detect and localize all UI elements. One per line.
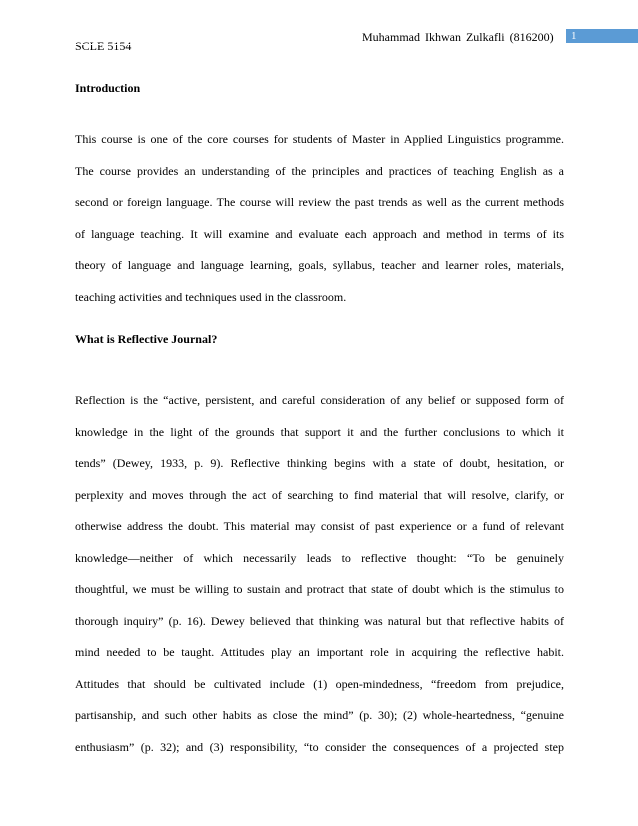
reflective-journal-paragraph — [75, 385, 564, 763]
paragraph-line: The course provides an understanding of the principles and practices of teaching English as a — [75, 163, 564, 178]
paragraph-line: second or foreign language. The course will review the past trends as well as the current methods — [75, 195, 564, 209]
page-number: 1 — [566, 29, 638, 43]
paragraph-line: knowledge in the light of the grounds that support it and the further conclusions to which it — [75, 424, 564, 439]
paragraph-line: Attitudes that should be cultivated include (1) open-mindedness, “freedom from prejudice, — [75, 676, 564, 691]
paragraph-line: otherwise address the doubt. This material may consist of past experience or a fund of relevant — [75, 519, 564, 533]
reflective-journal-heading: What is Reflective Journal? — [75, 332, 218, 346]
paragraph-line: partisanship, and such other habits as close the mind” (p. 30); (2) whole-heartedness, “genuine — [75, 708, 564, 722]
paragraph-line: perplexity and moves through the act of searching to find material that will resolve, clarify, or — [75, 487, 564, 502]
paragraph-line: teaching activities and techniques used in the classroom. — [75, 289, 347, 304]
introduction-paragraph — [75, 124, 564, 313]
paragraph-line: enthusiasm” (p. 32); and (3) responsibility, “to consider the consequences of a projected step — [75, 739, 564, 754]
paragraph-line: of language teaching. It will examine and evaluate each approach and method in terms of its — [75, 226, 564, 241]
paragraph-line: mind needed to be taught. Attitudes play an important role in acquiring the reflective habit. — [75, 645, 564, 659]
paragraph-line: thoughtful, we must be willing to sustain and protract that state of doubt which is the stimulus to — [75, 582, 564, 596]
paragraph-line: This course is one of the core courses for students of Master in Applied Linguistics programme. — [75, 132, 564, 146]
introduction-heading: Introduction — [75, 81, 141, 95]
course-code: SCLE 5154 — [75, 39, 132, 53]
header-divider — [75, 44, 566, 45]
paragraph-line: Reflection is the “active, persistent, and careful consideration of any belief or supposed form of — [75, 393, 564, 407]
paragraph-line: tends” (Dewey, 1933, p. 9). Reflective thinking begins with a state of doubt, hesitation, or — [75, 456, 564, 470]
paragraph-line: knowledge—neither of which necessarily leads to reflective thought: “To be genuinely — [75, 550, 564, 565]
paragraph-line: theory of language and language learning, goals, syllabus, teacher and learner roles, materials, — [75, 258, 564, 272]
author-name: Muhammad Ikhwan Zulkafli (816200) — [362, 30, 554, 44]
paragraph-line: thorough inquiry” (p. 16). Dewey believed that thinking was natural but that reflective habits of — [75, 613, 564, 628]
